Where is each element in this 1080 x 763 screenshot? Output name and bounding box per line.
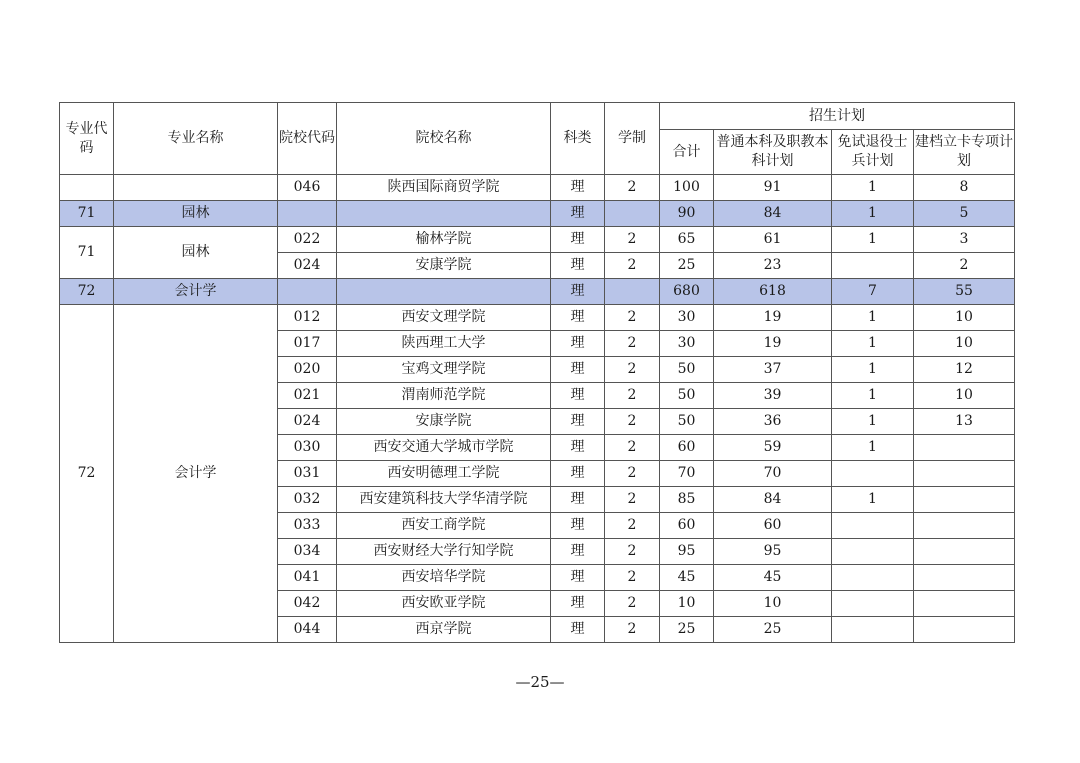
header-plan: 招生计划 <box>660 103 1015 130</box>
header-row-1 <box>60 103 1015 130</box>
school-code-cell: 033 <box>278 513 337 539</box>
summary-veteran: 1 <box>832 201 914 227</box>
regular-cell: 95 <box>714 539 832 565</box>
regular-cell: 61 <box>714 227 832 253</box>
page-number: —25— <box>515 673 565 691</box>
header-category: 科类 <box>551 103 605 175</box>
duration-cell: 2 <box>605 253 660 279</box>
school-name-cell: 陕西理工大学 <box>337 331 551 357</box>
special-cell <box>914 487 1015 513</box>
summary-major-name: 园林 <box>114 201 278 227</box>
major-name-cell: 园林 <box>114 227 278 279</box>
summary-school-name <box>337 201 551 227</box>
header-major-name: 专业名称 <box>114 103 278 175</box>
total-cell: 60 <box>660 513 714 539</box>
major-name-cell: 会计学 <box>114 305 278 643</box>
category-cell: 理 <box>551 565 605 591</box>
special-cell <box>914 461 1015 487</box>
school-code-cell: 046 <box>278 175 337 201</box>
summary-regular: 618 <box>714 279 832 305</box>
school-code-cell: 012 <box>278 305 337 331</box>
school-code-cell: 024 <box>278 409 337 435</box>
total-cell: 70 <box>660 461 714 487</box>
regular-cell: 25 <box>714 617 832 643</box>
total-cell: 50 <box>660 409 714 435</box>
school-name-cell: 陕西国际商贸学院 <box>337 175 551 201</box>
veteran-cell <box>832 565 914 591</box>
category-cell: 理 <box>551 435 605 461</box>
category-cell: 理 <box>551 487 605 513</box>
category-cell: 理 <box>551 253 605 279</box>
header-major-code: 专业代码 <box>60 103 114 175</box>
veteran-cell <box>832 539 914 565</box>
school-name-cell: 安康学院 <box>337 253 551 279</box>
school-name-cell: 西京学院 <box>337 617 551 643</box>
veteran-cell: 1 <box>832 305 914 331</box>
summary-duration <box>605 201 660 227</box>
category-cell: 理 <box>551 513 605 539</box>
category-cell: 理 <box>551 591 605 617</box>
category-cell: 理 <box>551 617 605 643</box>
school-code-cell: 030 <box>278 435 337 461</box>
regular-cell: 36 <box>714 409 832 435</box>
special-cell <box>914 513 1015 539</box>
special-cell <box>914 539 1015 565</box>
school-code-cell: 034 <box>278 539 337 565</box>
regular-cell: 19 <box>714 331 832 357</box>
category-cell: 理 <box>551 383 605 409</box>
duration-cell: 2 <box>605 383 660 409</box>
total-cell: 25 <box>660 617 714 643</box>
category-cell: 理 <box>551 357 605 383</box>
duration-cell: 2 <box>605 461 660 487</box>
table-row <box>60 175 1015 201</box>
summary-school-code <box>278 279 337 305</box>
school-name-cell: 西安明德理工学院 <box>337 461 551 487</box>
header-special: 建档立卡专项计划 <box>914 130 1015 175</box>
duration-cell: 2 <box>605 591 660 617</box>
regular-cell: 59 <box>714 435 832 461</box>
regular-cell: 37 <box>714 357 832 383</box>
school-code-cell: 021 <box>278 383 337 409</box>
school-name-cell: 西安交通大学城市学院 <box>337 435 551 461</box>
school-code-cell: 024 <box>278 253 337 279</box>
school-name-cell: 安康学院 <box>337 409 551 435</box>
duration-cell: 2 <box>605 513 660 539</box>
regular-cell: 10 <box>714 591 832 617</box>
special-cell <box>914 591 1015 617</box>
veteran-cell: 1 <box>832 175 914 201</box>
duration-cell: 2 <box>605 175 660 201</box>
table-row <box>60 227 1015 253</box>
major-code-cell: 71 <box>60 227 114 279</box>
regular-cell: 19 <box>714 305 832 331</box>
summary-school-code <box>278 201 337 227</box>
duration-cell: 2 <box>605 539 660 565</box>
category-cell: 理 <box>551 175 605 201</box>
summary-major-code: 71 <box>60 201 114 227</box>
duration-cell: 2 <box>605 435 660 461</box>
school-code-cell: 031 <box>278 461 337 487</box>
duration-cell: 2 <box>605 357 660 383</box>
special-cell <box>914 565 1015 591</box>
total-cell: 10 <box>660 591 714 617</box>
veteran-cell: 1 <box>832 331 914 357</box>
major-summary-row <box>60 201 1015 227</box>
header-school-name: 院校名称 <box>337 103 551 175</box>
veteran-cell: 1 <box>832 383 914 409</box>
school-name-cell: 西安欧亚学院 <box>337 591 551 617</box>
duration-cell: 2 <box>605 487 660 513</box>
header-veteran: 免试退役士兵计划 <box>832 130 914 175</box>
category-cell: 理 <box>551 461 605 487</box>
enrollment-plan-table <box>59 102 1015 643</box>
summary-total: 90 <box>660 201 714 227</box>
regular-cell: 84 <box>714 487 832 513</box>
veteran-cell: 1 <box>832 357 914 383</box>
category-cell: 理 <box>551 539 605 565</box>
header-regular: 普通本科及职教本科计划 <box>714 130 832 175</box>
school-name-cell: 西安培华学院 <box>337 565 551 591</box>
school-code-cell: 020 <box>278 357 337 383</box>
total-cell: 45 <box>660 565 714 591</box>
school-code-cell: 017 <box>278 331 337 357</box>
veteran-cell <box>832 591 914 617</box>
total-cell: 25 <box>660 253 714 279</box>
school-code-cell: 032 <box>278 487 337 513</box>
special-cell: 2 <box>914 253 1015 279</box>
total-cell: 85 <box>660 487 714 513</box>
veteran-cell: 1 <box>832 435 914 461</box>
summary-category: 理 <box>551 279 605 305</box>
total-cell: 30 <box>660 331 714 357</box>
summary-duration <box>605 279 660 305</box>
total-cell: 50 <box>660 383 714 409</box>
major-name-cell <box>114 175 278 201</box>
veteran-cell: 1 <box>832 227 914 253</box>
regular-cell: 70 <box>714 461 832 487</box>
veteran-cell: 1 <box>832 487 914 513</box>
school-name-cell: 西安工商学院 <box>337 513 551 539</box>
summary-major-code: 72 <box>60 279 114 305</box>
duration-cell: 2 <box>605 565 660 591</box>
veteran-cell <box>832 253 914 279</box>
summary-special: 5 <box>914 201 1015 227</box>
summary-veteran: 7 <box>832 279 914 305</box>
total-cell: 100 <box>660 175 714 201</box>
school-name-cell: 西安财经大学行知学院 <box>337 539 551 565</box>
total-cell: 95 <box>660 539 714 565</box>
school-code-cell: 044 <box>278 617 337 643</box>
header-total: 合计 <box>660 130 714 175</box>
school-code-cell: 041 <box>278 565 337 591</box>
school-name-cell: 榆林学院 <box>337 227 551 253</box>
table-row <box>60 305 1015 331</box>
special-cell: 10 <box>914 305 1015 331</box>
regular-cell: 60 <box>714 513 832 539</box>
school-name-cell: 西安文理学院 <box>337 305 551 331</box>
duration-cell: 2 <box>605 617 660 643</box>
duration-cell: 2 <box>605 331 660 357</box>
veteran-cell <box>832 617 914 643</box>
header-school-code: 院校代码 <box>278 103 337 175</box>
major-code-cell <box>60 175 114 201</box>
regular-cell: 23 <box>714 253 832 279</box>
summary-school-name <box>337 279 551 305</box>
total-cell: 65 <box>660 227 714 253</box>
school-name-cell: 西安建筑科技大学华清学院 <box>337 487 551 513</box>
duration-cell: 2 <box>605 409 660 435</box>
total-cell: 50 <box>660 357 714 383</box>
regular-cell: 91 <box>714 175 832 201</box>
summary-special: 55 <box>914 279 1015 305</box>
special-cell: 10 <box>914 383 1015 409</box>
special-cell <box>914 435 1015 461</box>
regular-cell: 39 <box>714 383 832 409</box>
category-cell: 理 <box>551 305 605 331</box>
major-code-cell: 72 <box>60 305 114 643</box>
special-cell <box>914 617 1015 643</box>
category-cell: 理 <box>551 227 605 253</box>
category-cell: 理 <box>551 409 605 435</box>
special-cell: 10 <box>914 331 1015 357</box>
category-cell: 理 <box>551 331 605 357</box>
veteran-cell: 1 <box>832 409 914 435</box>
special-cell: 13 <box>914 409 1015 435</box>
summary-category: 理 <box>551 201 605 227</box>
school-code-cell: 042 <box>278 591 337 617</box>
veteran-cell <box>832 461 914 487</box>
school-name-cell: 宝鸡文理学院 <box>337 357 551 383</box>
special-cell: 12 <box>914 357 1015 383</box>
summary-major-name: 会计学 <box>114 279 278 305</box>
school-code-cell: 022 <box>278 227 337 253</box>
major-summary-row <box>60 279 1015 305</box>
total-cell: 30 <box>660 305 714 331</box>
school-name-cell: 渭南师范学院 <box>337 383 551 409</box>
veteran-cell <box>832 513 914 539</box>
duration-cell: 2 <box>605 305 660 331</box>
total-cell: 60 <box>660 435 714 461</box>
header-duration: 学制 <box>605 103 660 175</box>
summary-total: 680 <box>660 279 714 305</box>
special-cell: 8 <box>914 175 1015 201</box>
duration-cell: 2 <box>605 227 660 253</box>
special-cell: 3 <box>914 227 1015 253</box>
regular-cell: 45 <box>714 565 832 591</box>
summary-regular: 84 <box>714 201 832 227</box>
